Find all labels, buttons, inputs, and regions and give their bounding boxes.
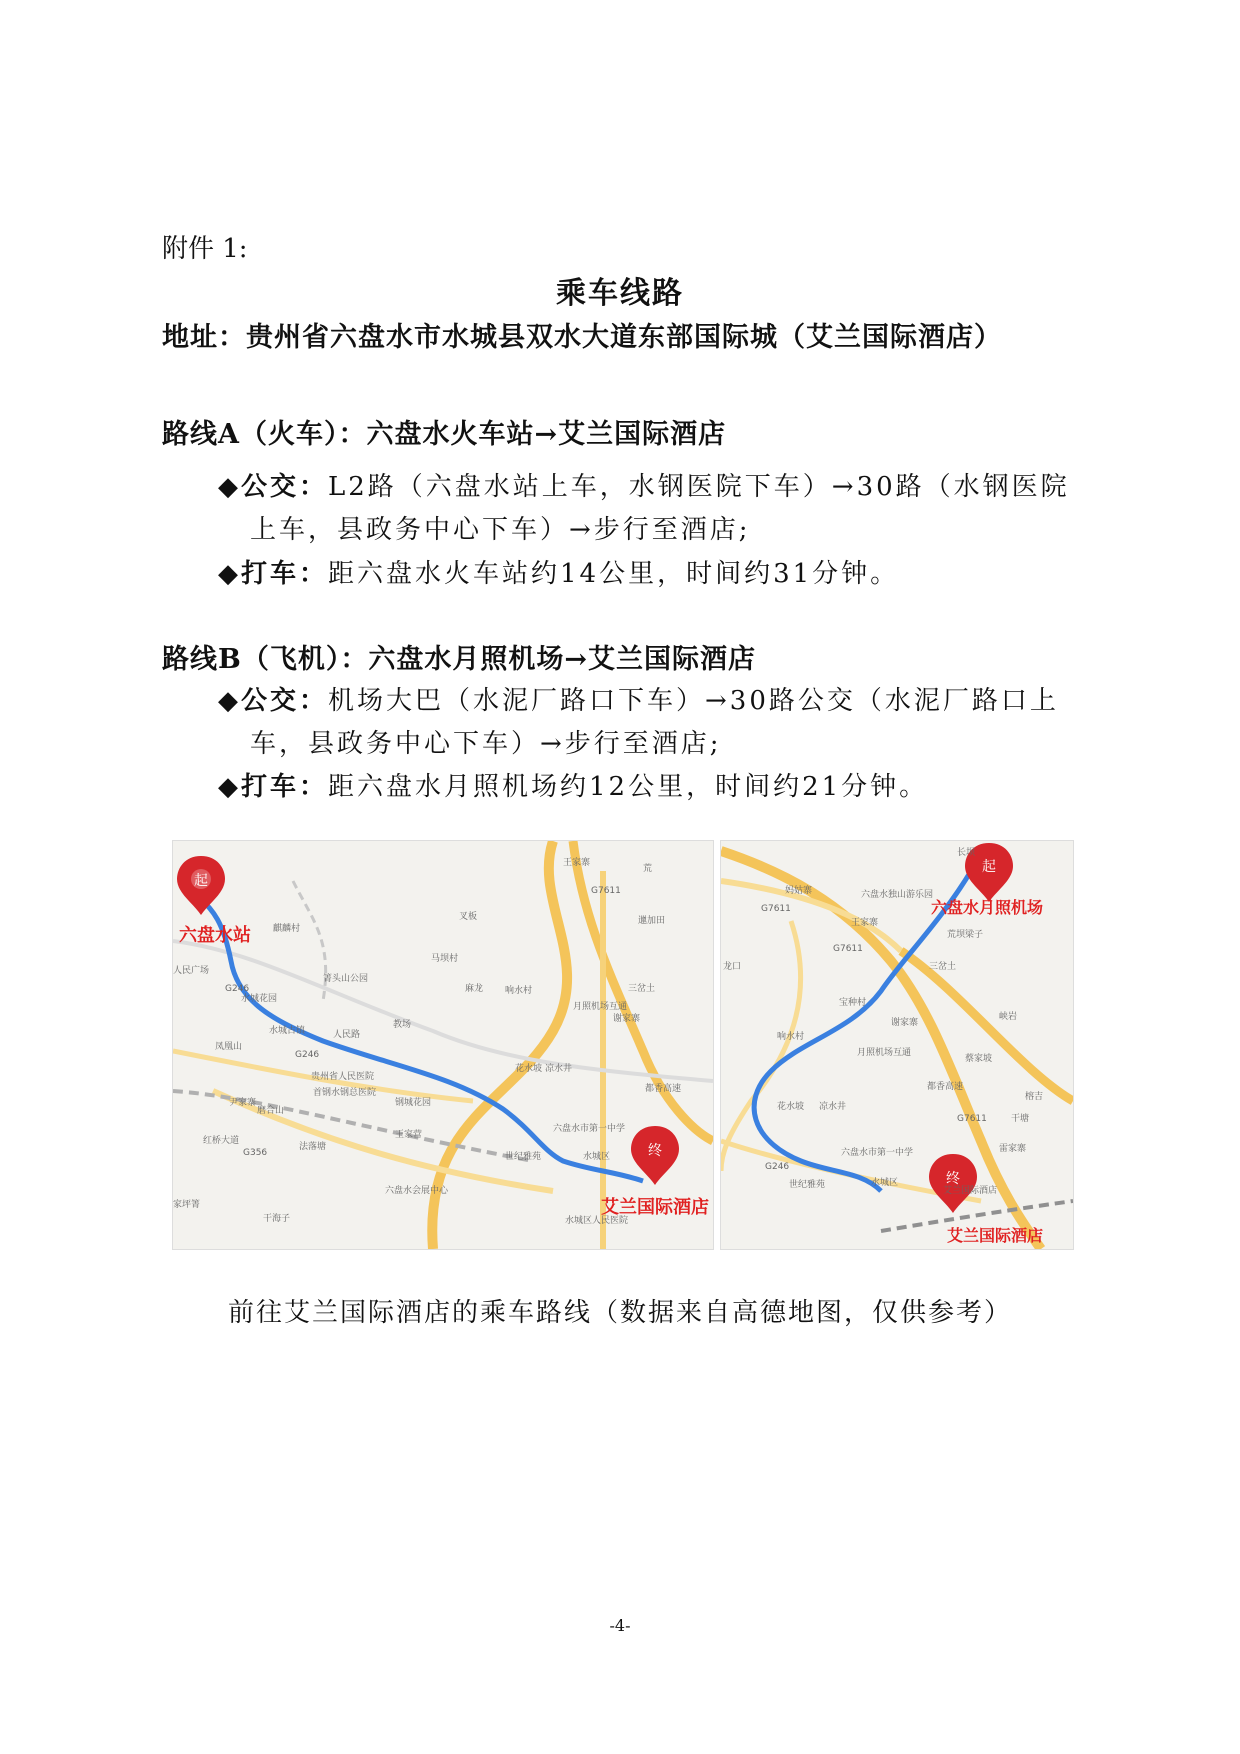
map-route-b: [720, 840, 1074, 1250]
map-place-label: G7611: [761, 904, 791, 914]
map-place-label: 箐头山公园: [323, 974, 369, 984]
map-place-label: 人民广场: [173, 966, 210, 976]
map-place-label: 人民路: [333, 1030, 361, 1040]
map-place-label: 龙口: [723, 962, 742, 972]
map-caption: 前往艾兰国际酒店的乘车路线（数据来自高德地图，仅供参考）: [227, 1298, 1012, 1328]
route-b-bus-line2: 车，县政务中心下车）→步行至酒店;: [250, 729, 722, 759]
map-place-label: G356: [243, 1148, 268, 1158]
map-place-label: 长坝: [957, 848, 976, 858]
route-b-heading: 路线B（飞机）：六盘水月照机场→艾兰国际酒店: [162, 644, 756, 675]
map-place-label: G246: [765, 1162, 790, 1172]
map-place-label: 麒麟村: [273, 924, 301, 934]
svg-text:终: 终: [648, 1143, 662, 1159]
map-place-label: G7611: [591, 886, 621, 896]
map-place-label: 响水村: [505, 986, 533, 996]
route-a-taxi-label: ◆打车：: [218, 559, 328, 589]
route-b-bus-label: ◆公交：: [218, 686, 328, 716]
page-title: 乘车线路: [556, 276, 684, 311]
map-place-label: 世纪雅苑: [789, 1180, 826, 1190]
route-a-taxi: [218, 553, 1088, 596]
route-b-taxi: [218, 766, 1088, 809]
map-place-label: 六盘水市第一中学: [553, 1124, 626, 1134]
map-place-label: 首钢水钢总医院: [313, 1088, 377, 1098]
map-place-label: 荒: [643, 864, 653, 874]
map-place-label: 王家寨: [563, 858, 591, 868]
map-place-label: 蔡家坡: [965, 1054, 993, 1064]
map-place-label: 六盘水独山游乐园: [861, 890, 934, 900]
map-place-label: 凉水井: [819, 1102, 847, 1112]
map-place-label: 三岔土: [628, 984, 656, 994]
map-place-label: 水城区人民医院: [565, 1216, 629, 1226]
route-a-bus: [218, 466, 1088, 552]
map-place-label: 响水村: [777, 1032, 805, 1042]
route-b-bus: [218, 680, 1088, 766]
svg-text:六盘水站: 六盘水站: [179, 925, 251, 946]
map-place-label: 月照机场互通: [573, 1002, 628, 1012]
map-place-label: 红桥大道: [203, 1136, 240, 1146]
map-place-label: 三岔土: [929, 962, 957, 972]
map-place-label: 雷家寨: [999, 1144, 1027, 1154]
svg-text:艾兰国际酒店: 艾兰国际酒店: [601, 1197, 709, 1218]
svg-text:起: 起: [982, 859, 996, 875]
map-place-label: 都香高速: [645, 1084, 682, 1094]
map-place-label: 世纪雅苑: [505, 1152, 542, 1162]
route-b-taxi-label: ◆打车：: [218, 772, 328, 802]
map-place-label: 干海子: [263, 1214, 291, 1224]
map-place-label: 艾兰国际酒店: [943, 1186, 998, 1196]
map-place-label: G246: [225, 984, 250, 994]
map-place-label: 王家营: [395, 1130, 423, 1140]
map-place-label: 法落塘: [299, 1142, 327, 1152]
map-place-label: 峡岩: [999, 1012, 1018, 1022]
svg-text:终: 终: [946, 1171, 960, 1187]
map-place-label: 贵州省人民医院: [311, 1072, 375, 1082]
map-place-label: 教场: [393, 1020, 412, 1030]
map-place-label: 叉板: [459, 912, 478, 922]
map-place-label: 凤凰山: [215, 1042, 243, 1052]
map-place-label: 六盘水市第一中学: [841, 1148, 914, 1158]
attachment-label: 附件 1:: [162, 234, 248, 264]
map-place-label: G7611: [957, 1114, 987, 1124]
route-a-taxi-text: 距六盘水火车站约14公里，时间约31分钟。: [328, 559, 900, 589]
map-place-label: 都香高速: [927, 1082, 964, 1092]
map-place-label: 妈姑寨: [785, 886, 813, 896]
map-place-label: 王家寨: [851, 918, 879, 928]
map-place-label: 磨合山: [257, 1106, 285, 1116]
route-a-bus-line2: 上车，县政务中心下车）→步行至酒店;: [250, 515, 751, 545]
map-place-label: 谢家寨: [891, 1018, 919, 1028]
map-place-label: G246: [295, 1050, 320, 1060]
route-b-bus-line1: 机场大巴（水泥厂路口下车）→30路公交（水泥厂路口上: [328, 686, 1059, 716]
map-place-label: 凉水井: [545, 1064, 573, 1074]
map-place-label: 马坝村: [431, 954, 459, 964]
map-place-label: 荒坝梁子: [947, 930, 984, 940]
map-place-label: 水城古镇: [269, 1026, 306, 1036]
page-number: -4-: [609, 1616, 631, 1635]
map-place-label: 邋加田: [638, 916, 666, 926]
map-place-label: 六盘水会展中心: [385, 1186, 449, 1196]
route-a-bus-line1: L2路（六盘水站上车，水钢医院下车）→30路（水钢医院: [328, 472, 1070, 502]
map-place-label: 钢城花园: [395, 1098, 432, 1108]
map-place-label: 月照机场互通: [857, 1048, 912, 1058]
map-place-label: 尹家寨: [229, 1098, 257, 1108]
map-place-label: 水城花园: [241, 994, 278, 1004]
map-place-label: 花水坡: [777, 1102, 805, 1112]
map-place-label: 榕吉: [1025, 1092, 1044, 1102]
map-place-label: 水城区: [583, 1152, 611, 1162]
map-place-label: 谢家寨: [613, 1014, 641, 1024]
address-line: 地址：贵州省六盘水市水城县双水大道东部国际城（艾兰国际酒店）: [162, 322, 1002, 353]
map-place-label: 家坪箐: [173, 1200, 201, 1210]
map-place-label: G7611: [833, 944, 863, 954]
route-a-bus-label: ◆公交：: [218, 472, 328, 502]
svg-text:艾兰国际酒店: 艾兰国际酒店: [947, 1226, 1044, 1245]
svg-text:六盘水月照机场: 六盘水月照机场: [931, 898, 1044, 917]
map-route-a: [172, 840, 714, 1250]
map-place-label: 麻龙: [465, 984, 484, 994]
route-a-heading: 路线A（火车）：六盘水火车站→艾兰国际酒店: [162, 419, 727, 450]
map-place-label: 水城区: [871, 1178, 899, 1188]
route-b-taxi-text: 距六盘水月照机场约12公里，时间约21分钟。: [328, 772, 929, 802]
map-place-label: 宝种村: [839, 998, 867, 1008]
map-place-label: 花水坡: [515, 1064, 543, 1074]
svg-text:起: 起: [194, 873, 208, 889]
map-place-label: 干塘: [1011, 1114, 1030, 1124]
